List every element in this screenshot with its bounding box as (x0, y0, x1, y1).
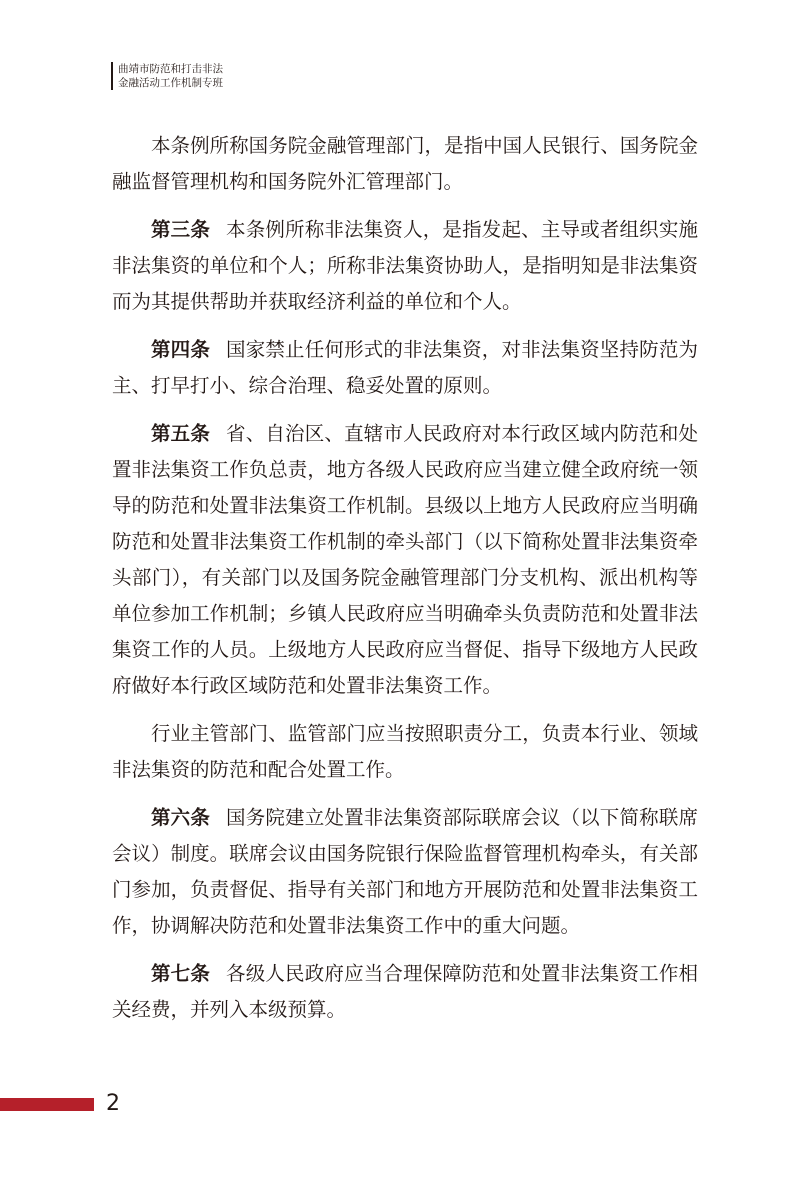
paragraph (112, 212, 698, 320)
article-number: 第四条 (151, 338, 211, 361)
paragraph-text: 国务院建立处置非法集资部际联席会议（以下简称联席会议）制度。联席会议由国务院银行保险监督管理机构牵头，有关部门参加，负责督促、指导有关部门和地方开展防范和处置非法集资工作，协调解决防范和处置非法集资工作中的重大问题。 (112, 806, 698, 937)
paragraph (112, 716, 698, 788)
paragraph-text: 各级人民政府应当合理保障防范和处置非法集资工作相关经费，并列入本级预算。 (112, 962, 698, 1021)
article-number: 第七条 (151, 962, 211, 985)
running-header (111, 62, 223, 90)
paragraph (112, 956, 698, 1028)
paragraph-text: 本条例所称非法集资人，是指发起、主导或者组织实施非法集资的单位和个人；所称非法集资协助人，是指明知是非法集资而为其提供帮助并获取经济利益的单位和个人。 (112, 218, 698, 313)
article-number: 第三条 (151, 218, 211, 241)
article-number: 第五条 (151, 422, 211, 445)
document-body (112, 128, 698, 1040)
header-line-1: 曲靖市防范和打击非法 (118, 63, 223, 75)
paragraph-text: 国家禁止任何形式的非法集资，对非法集资坚持防范为主、打早打小、综合治理、稳妥处置的原则。 (112, 338, 698, 397)
paragraph (112, 416, 698, 704)
paragraph (112, 800, 698, 944)
paragraph (112, 128, 698, 200)
paragraph-text: 行业主管部门、监管部门应当按照职责分工，负责本行业、领域非法集资的防范和配合处置工作。 (112, 722, 698, 781)
article-number: 第六条 (151, 806, 211, 829)
paragraph (112, 332, 698, 404)
footer-accent-bar (0, 1098, 94, 1111)
header-line-2: 金融活动工作机制专班 (118, 77, 223, 89)
page-number: 2 (106, 1091, 120, 1116)
paragraph-text: 本条例所称国务院金融管理部门，是指中国人民银行、国务院金融监督管理机构和国务院外汇管理部门。 (112, 134, 698, 193)
paragraph-text: 省、自治区、直辖市人民政府对本行政区域内防范和处置非法集资工作负总责，地方各级人民政府应当建立健全政府统一领导的防范和处置非法集资工作机制。县级以上地方人民政府应当明确防范和处置非法集资工作机制的牵头部门（以下简称处置非法集资牵头部门），有关部门以及国务院金融管理部门分支机构、派出机构等单位参加工作机制；乡镇人民政府应当明确牵头负责防范和处置非法集资工作的人员。上级地方人民政府应当督促、指导下级地方人民政府做好本行政区域防范和处置非法集资工作。 (112, 422, 698, 697)
